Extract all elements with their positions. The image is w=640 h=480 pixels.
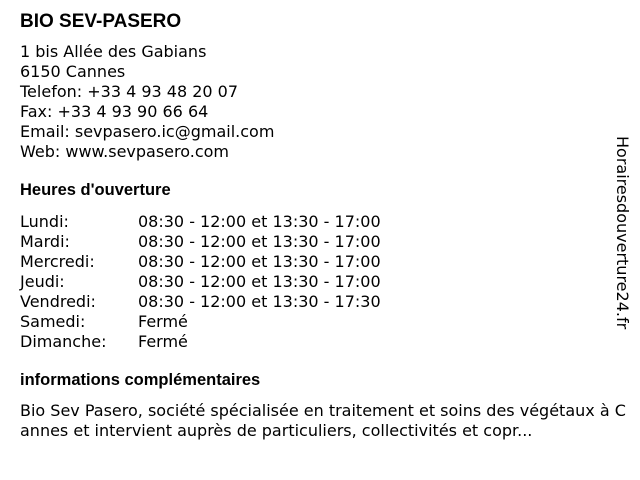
- site-watermark: Horairesdouverture24.fr: [613, 136, 632, 330]
- hours-day: Samedi:: [20, 312, 86, 331]
- hours-time: Fermé: [138, 312, 188, 331]
- hours-day: Mercredi:: [20, 252, 95, 271]
- hours-time: Fermé: [138, 332, 188, 351]
- hours-row-sunday: [20, 332, 620, 352]
- hours-table: [20, 212, 620, 352]
- hours-time: 08:30 - 12:00 et 13:30 - 17:00: [138, 212, 381, 231]
- info-description: Bio Sev Pasero, société spécialisée en traitement et soins des végétaux à Cannes et intervient auprès de particuliers, collectivités et copr...: [20, 401, 626, 440]
- hours-row-saturday: [20, 312, 620, 332]
- hours-day: Lundi:: [20, 212, 69, 231]
- hours-time: 08:30 - 12:00 et 13:30 - 17:00: [138, 272, 381, 291]
- hours-day: Jeudi:: [20, 272, 65, 291]
- hours-day: Dimanche:: [20, 332, 107, 351]
- hours-heading: Heures d'ouverture: [20, 181, 171, 199]
- hours-row-friday: [20, 292, 620, 312]
- fax-number: Fax: +33 4 93 90 66 64: [20, 102, 209, 121]
- address-street: 1 bis Allée des Gabians: [20, 42, 207, 61]
- hours-row-wednesday: [20, 252, 620, 272]
- hours-row-tuesday: [20, 232, 620, 252]
- hours-row-monday: [20, 212, 620, 232]
- phone-number: Telefon: +33 4 93 48 20 07: [20, 82, 239, 101]
- hours-day: Vendredi:: [20, 292, 96, 311]
- hours-time: 08:30 - 12:00 et 13:30 - 17:00: [138, 232, 381, 251]
- website-address: Web: www.sevpasero.com: [20, 142, 230, 161]
- email-address: Email: sevpasero.ic@gmail.com: [20, 122, 275, 141]
- hours-time: 08:30 - 12:00 et 13:30 - 17:00: [138, 252, 381, 271]
- contact-block: [20, 42, 620, 162]
- info-heading: informations complémentaires: [20, 371, 261, 389]
- address-city: 6150 Cannes: [20, 62, 126, 81]
- hours-time: 08:30 - 12:00 et 13:30 - 17:30: [138, 292, 381, 311]
- business-name: BIO SEV-PASERO: [20, 11, 182, 32]
- hours-row-thursday: [20, 272, 620, 292]
- hours-day: Mardi:: [20, 232, 70, 251]
